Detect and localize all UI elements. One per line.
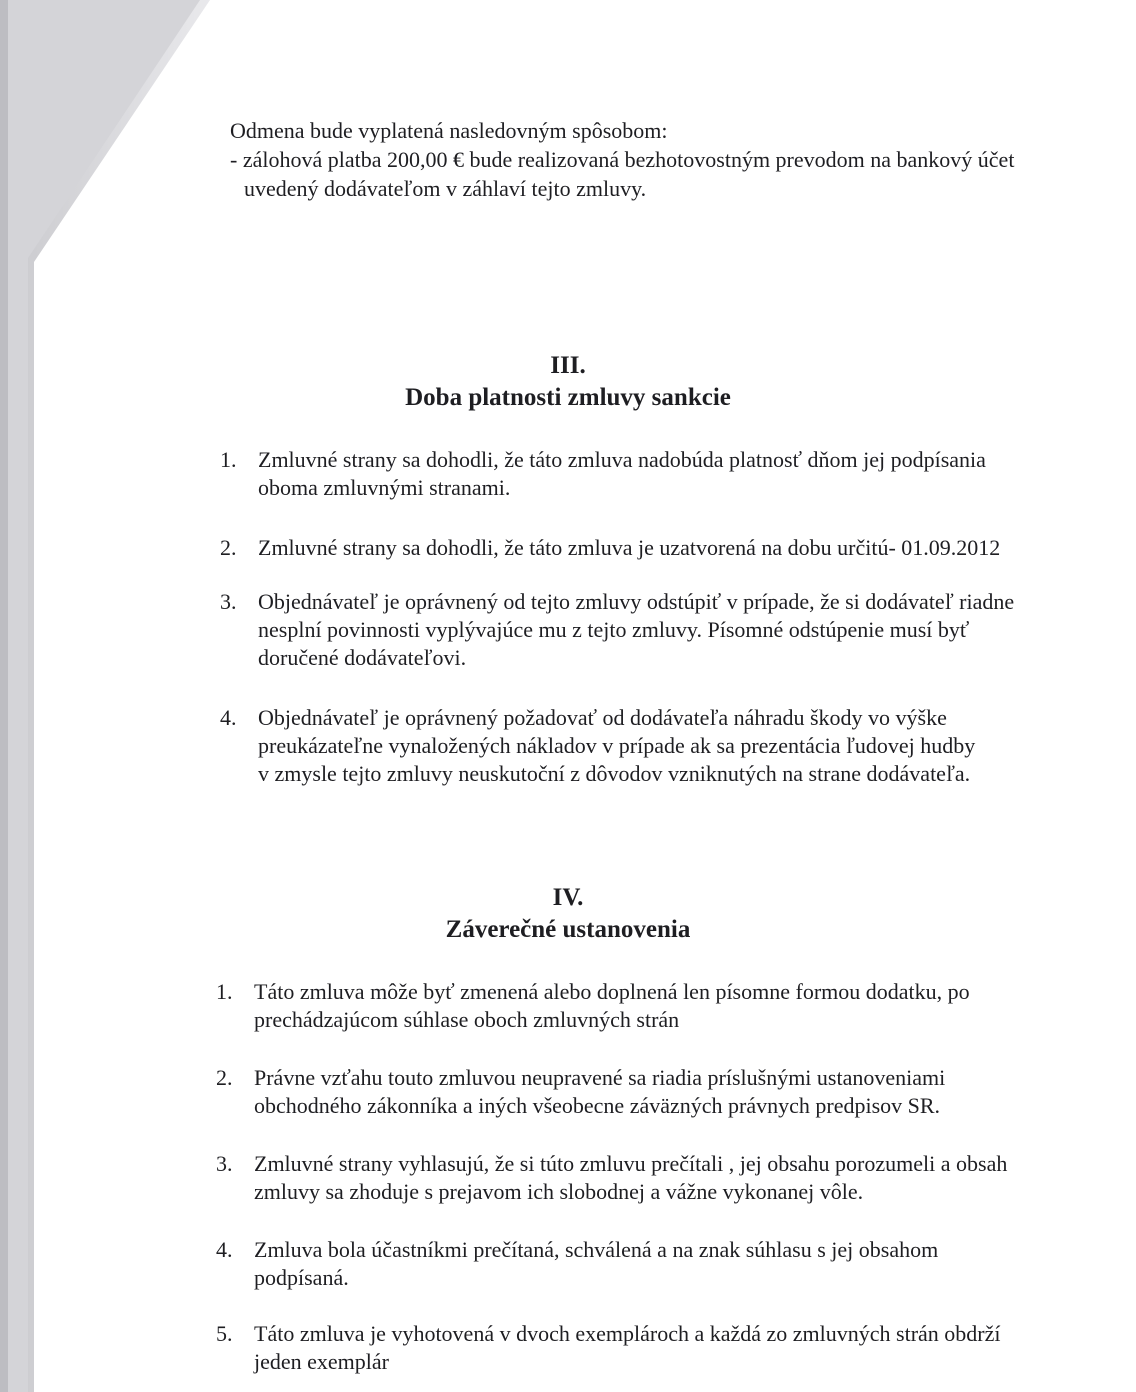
section-3-item-3 — [220, 588, 1120, 676]
item-number: 1. — [220, 447, 237, 472]
payment-intro-line: Odmena bude vyplatená nasledovným spôsobom: — [230, 118, 668, 143]
payment-detail-line: - zálohová platba 200,00 € bude realizovaná bezhotovostným prevodom na bankový účet — [230, 147, 1015, 172]
item-number: 4. — [216, 1237, 233, 1262]
section-3-title: Doba platnosti zmluvy sankcie — [405, 384, 731, 411]
item-text: Zmluvné strany vyhlasujú, že si túto zmluvu prečítali , jej obsahu porozumeli a obsah zmluvy sa zhoduje s prejavom ich slobodnej a vážne vykonanej vôle. — [254, 1151, 1008, 1204]
item-text: Táto zmluva je vyhotovená v dvoch exemplároch a každá zo zmluvných strán obdrží jeden exemplár — [254, 1321, 1001, 1374]
section-3-item-2 — [220, 534, 1120, 566]
item-text: Objednávateľ je oprávnený od tejto zmluvy odstúpiť v prípade, že si dodávateľ riadne nesplní povinnosti vyplývajúce mu z tejto zmluvy. Písomné odstúpenie musí byť doručené dodávateľovi. — [258, 589, 1015, 670]
section-4-item-1 — [216, 978, 1120, 1038]
item-number: 5. — [216, 1321, 233, 1346]
section-4-title: Záverečné ustanovenia — [445, 916, 691, 943]
item-number: 4. — [220, 705, 237, 730]
section-3-heading — [0, 350, 1136, 414]
item-number: 2. — [220, 535, 237, 560]
item-text: Zmluvné strany sa dohodli, že táto zmluva je uzatvorená na dobu určitú- 01.09.2012 — [258, 535, 1001, 560]
item-number: 1. — [216, 979, 233, 1004]
item-text: Táto zmluva môže byť zmenená alebo doplnená len písomne formou dodatku, po prechádzajúcom súhlase oboch zmluvných strán — [254, 979, 970, 1032]
section-4-item-5 — [216, 1320, 1120, 1380]
section-3-item-1 — [220, 446, 1120, 506]
item-text: Právne vzťahu touto zmluvou neupravené sa riadia príslušnými ustanoveniami obchodného zákonníka a iných všeobecne záväzných právnych predpisov SR. — [254, 1065, 946, 1118]
section-4-item-2 — [216, 1064, 1120, 1124]
item-text: Objednávateľ je oprávnený požadovať od dodávateľa náhradu škody vo výške preukázateľne vynaložených nákladov v prípade ak sa prezentácia ľudovej hudby v zmysle tejto zmluvy neuskutoční z dôvodov vzniknutých na strane dodávateľa. — [258, 705, 976, 786]
payment-detail-line-cont: uvedený dodávateľom v záhlaví tejto zmluvy. — [244, 176, 647, 201]
section-3-item-4 — [220, 704, 1120, 792]
item-number: 2. — [216, 1065, 233, 1090]
payment-paragraph — [230, 116, 1130, 203]
item-number: 3. — [216, 1151, 233, 1176]
section-4-item-4 — [216, 1236, 1120, 1296]
section-3-number: III. — [550, 352, 586, 379]
section-4-heading — [0, 882, 1136, 946]
item-text: Zmluvné strany sa dohodli, že táto zmluva nadobúda platnosť dňom jej podpísania oboma zmluvnými stranami. — [258, 447, 986, 500]
item-text: Zmluva bola účastníkmi prečítaná, schválená a na znak súhlasu s jej obsahom podpísaná. — [254, 1237, 939, 1290]
section-4-item-3 — [216, 1150, 1120, 1210]
item-number: 3. — [220, 589, 237, 614]
section-4-number: IV. — [552, 884, 584, 911]
